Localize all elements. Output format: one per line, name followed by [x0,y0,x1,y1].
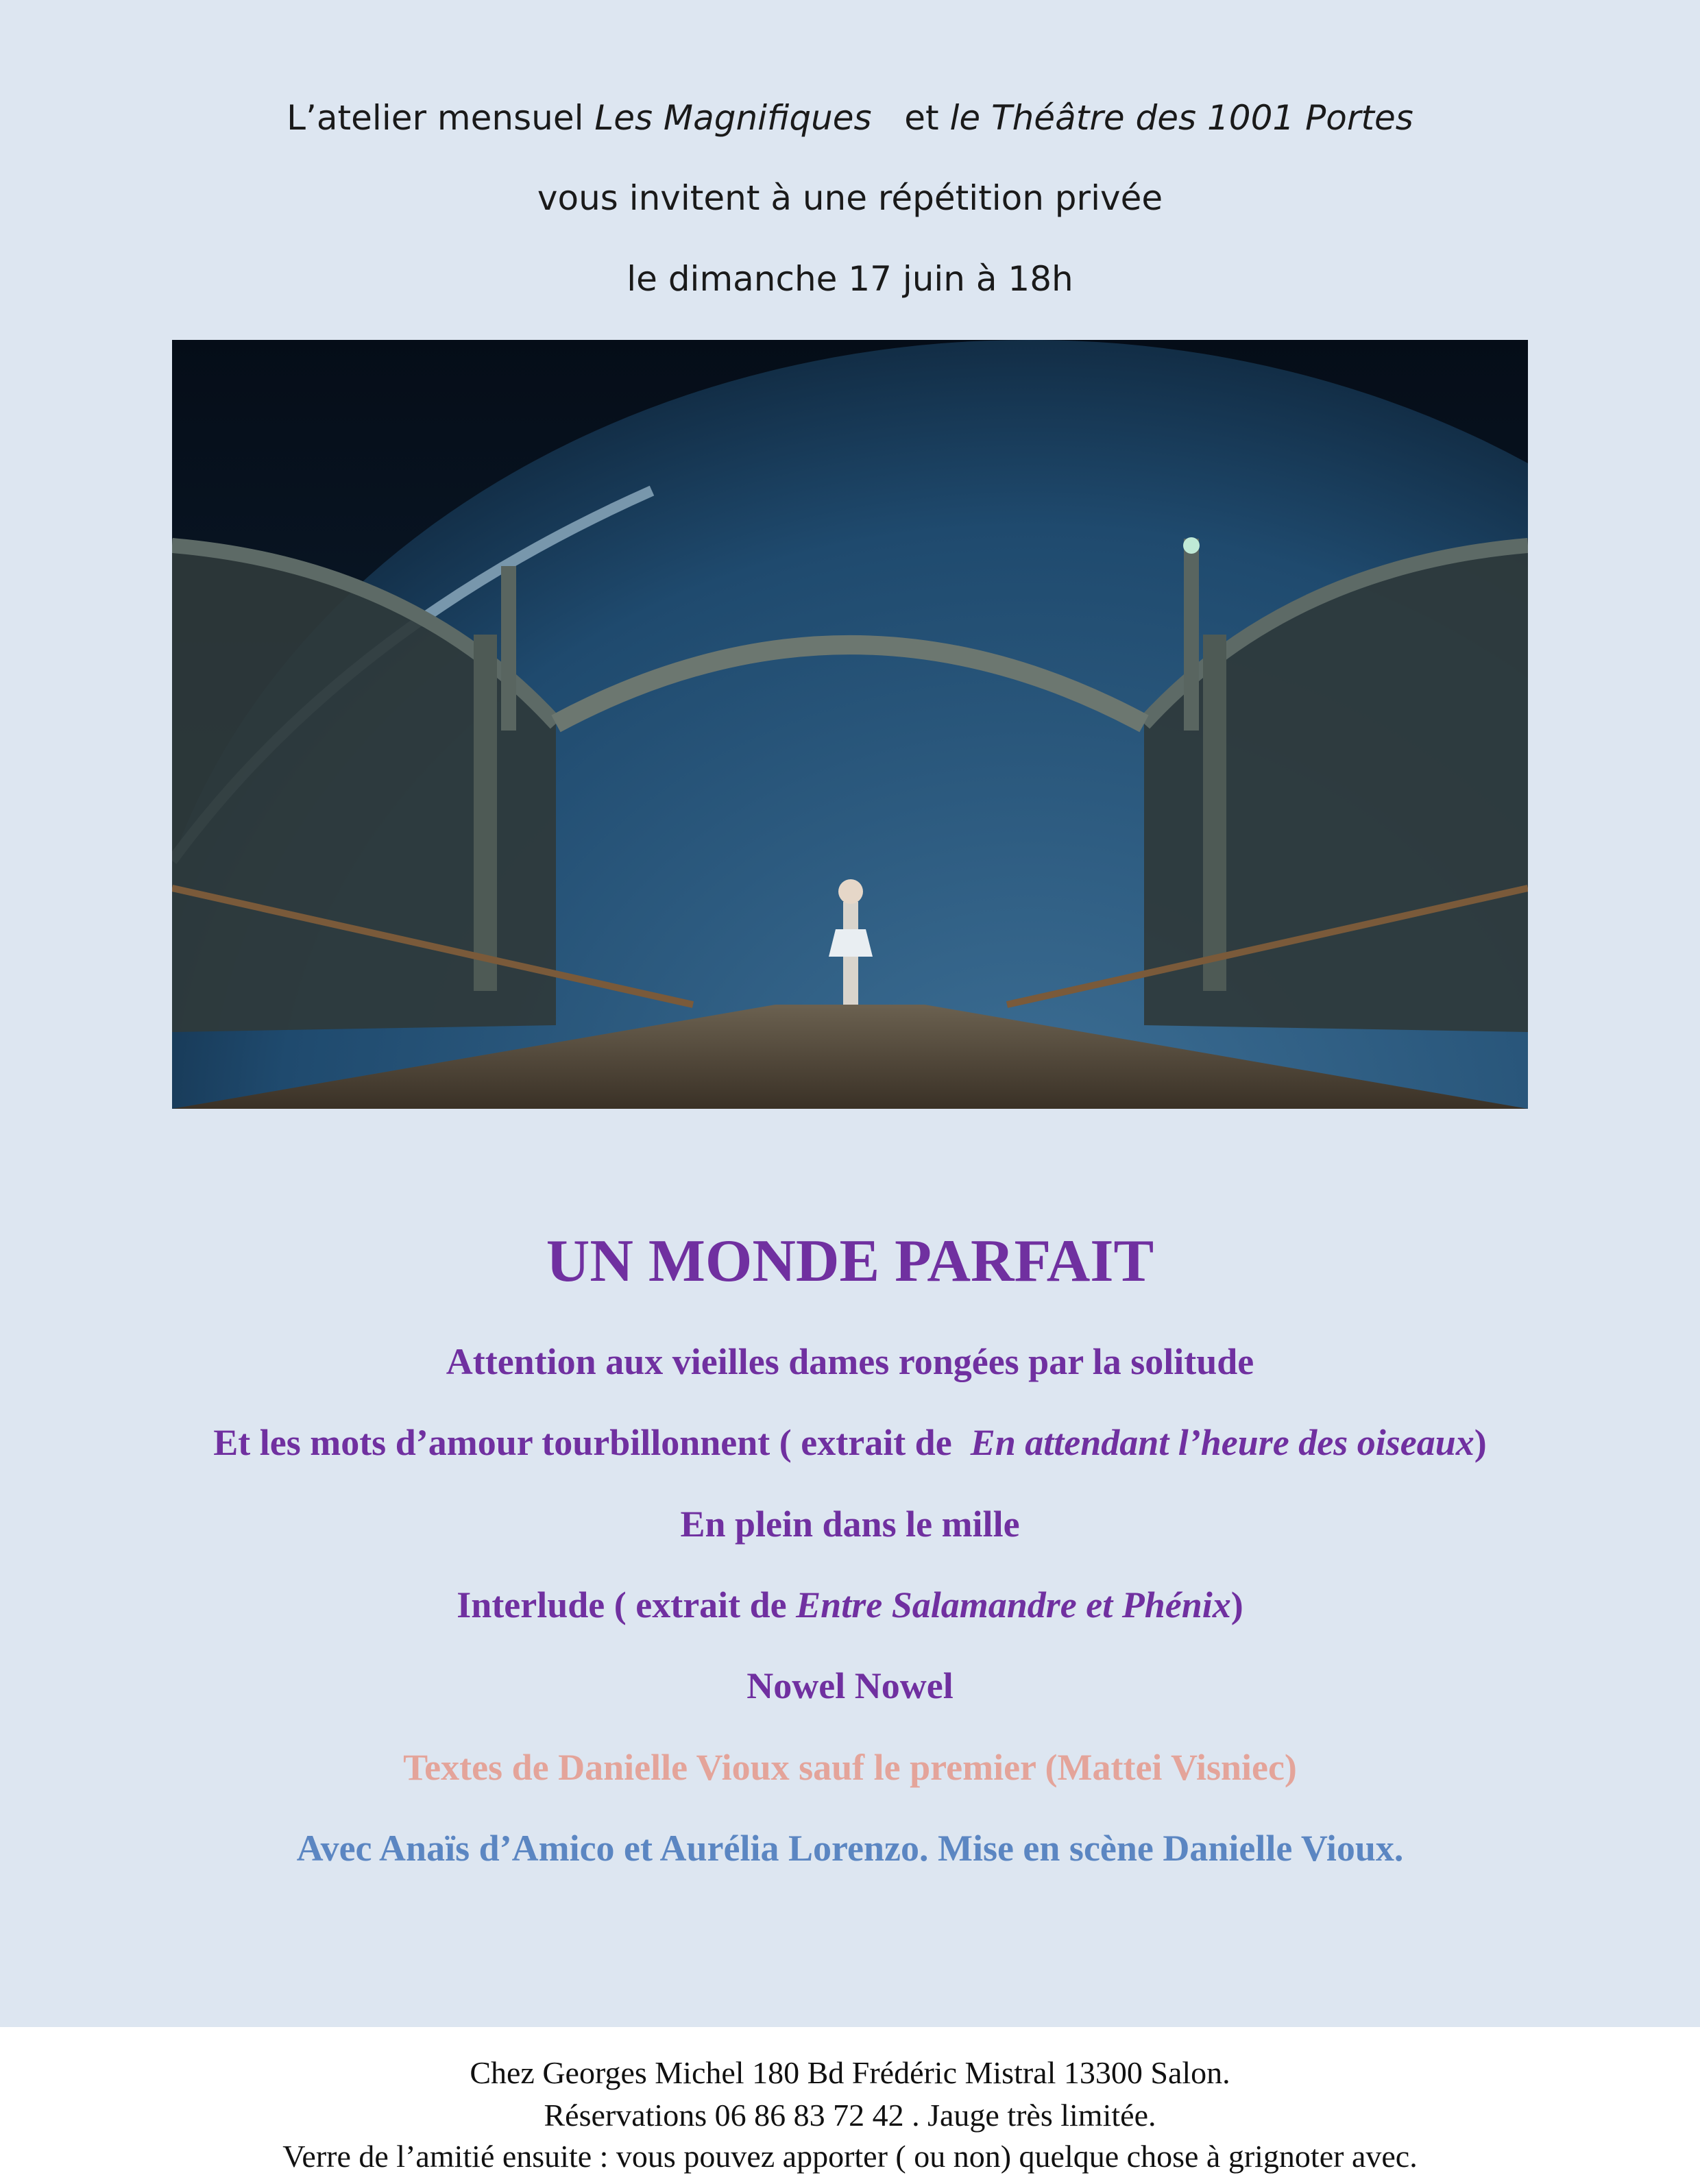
programme-item-4-close: ) [1230,1584,1243,1625]
play-title: UN MONDE PARFAIT [546,1228,1154,1295]
programme-item-2 [0,1421,1700,1464]
invite-conjunction: et [871,98,950,138]
programme-item-4 [0,1584,1700,1626]
programme-item-2-close: ) [1474,1422,1487,1463]
venue-address: Chez Georges Michel 180 Bd Frédéric Mistral 13300 Salon. [470,2055,1230,2090]
programme-item-2-text: Et les mots d’amour tourbillonnent ( extrait de [213,1422,971,1463]
bridge-illustration [172,340,1528,1109]
programme-item-1: Attention aux vieilles dames rongées par la solitude [446,1341,1254,1382]
event-date: le dimanche 17 juin à 18h [627,259,1073,299]
programme-item-4-text: Interlude ( extrait de [457,1584,797,1625]
poster-image-bridge-planet [172,340,1528,1109]
programme-item-4-work: Entre Salamandre et Phénix [796,1584,1231,1625]
programme-item-5: Nowel Nowel [746,1665,954,1706]
cast-credits: Avec Anaïs d’Amico et Aurélia Lorenzo. Mise en scène Danielle Vioux. [296,1828,1404,1869]
author-credits: Textes de Danielle Vioux sauf le premier (Mattei Visniec) [403,1747,1297,1788]
invite-line-2: vous invitent à une répétition privée [537,178,1163,218]
programme-item-3: En plein dans le mille [680,1504,1020,1545]
theatre-name: le Théâtre des 1001 Portes [949,98,1413,138]
reservation-info: Réservations 06 86 83 72 42 . Jauge très limitée. [544,2098,1156,2133]
invite-line-1 [0,98,1700,138]
invite-prefix: L’atelier mensuel [287,98,595,138]
atelier-name: Les Magnifiques [594,98,872,138]
programme-item-2-work: En attendant l’heure des oiseaux [970,1422,1474,1463]
drinks-note: Verre de l’amitié ensuite : vous pouvez apporter ( ou non) quelque chose à grignoter avec. [282,2139,1418,2174]
